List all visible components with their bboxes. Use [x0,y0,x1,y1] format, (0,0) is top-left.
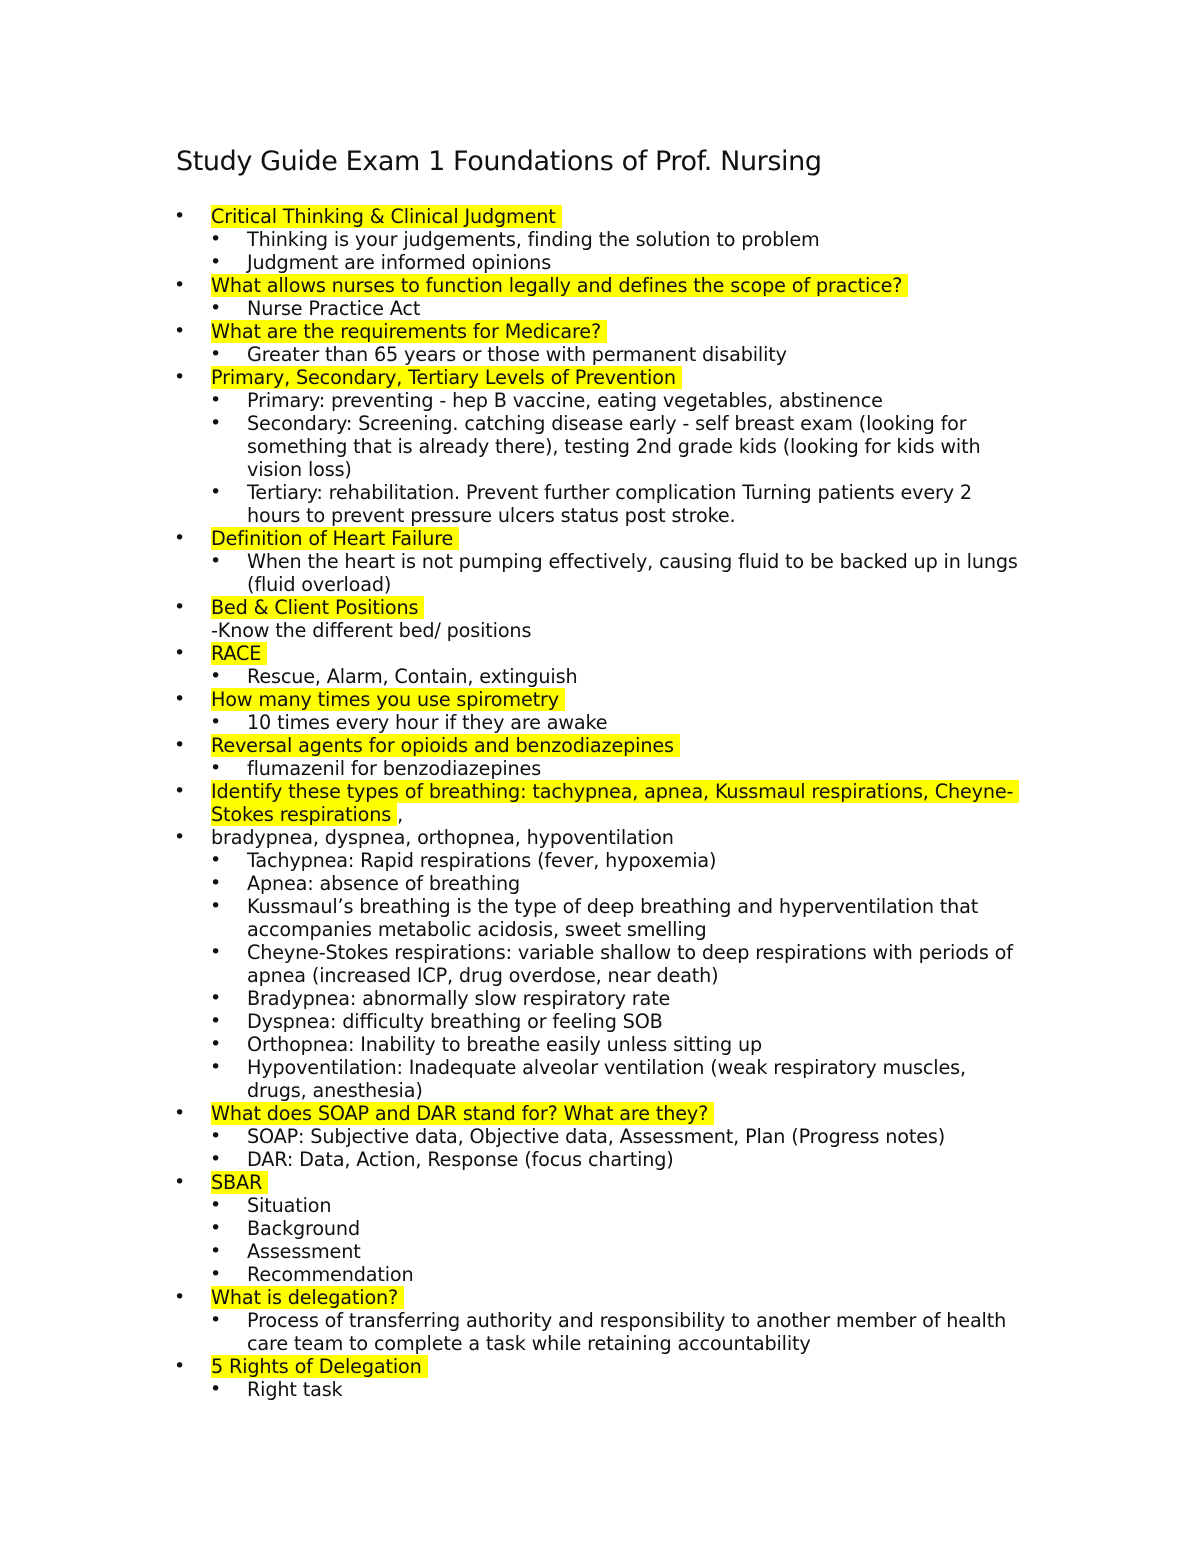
bullet-icon: • [210,987,222,1009]
item-text: something that is already there), testing 2nd grade kids (looking for kids with [247,435,981,458]
bullet-icon: • [174,320,186,342]
bullet-icon: • [210,941,222,963]
item-text: Identify these types of breathing: tachypnea, apnea, Kussmaul respirations, Cheyne- [211,780,1019,803]
list-item [0,757,1200,780]
item-text: apnea (increased ICP, drug overdose, near death) [247,964,719,987]
item-text: Hypoventilation: Inadequate alveolar ventilation (weak respiratory muscles, [247,1056,966,1079]
item-text: Reversal agents for opioids and benzodiazepines [211,734,680,757]
item-text: Greater than 65 years or those with permanent disability [247,343,787,366]
topic-heading [0,1171,1200,1194]
item-text: Definition of Heart Failure [211,527,459,550]
bullet-icon: • [174,642,186,664]
item-text: Bradypnea: abnormally slow respiratory rate [247,987,671,1010]
bullet-icon: • [210,1309,222,1331]
bullet-icon: • [210,1378,222,1400]
topic-heading [0,274,1200,297]
list-item [0,389,1200,412]
list-item [0,1217,1200,1240]
list-item [0,1332,1200,1355]
topic-heading [0,642,1200,665]
item-text: What are the requirements for Medicare? [211,320,607,343]
item-text: What is delegation? [211,1286,404,1309]
bullet-icon: • [210,1010,222,1032]
list-item [0,1033,1200,1056]
bullet-icon: • [210,711,222,733]
bullet-icon: • [210,1217,222,1239]
topic-heading [0,527,1200,550]
item-text: SBAR [211,1171,268,1194]
item-text: What does SOAP and DAR stand for? What are they? [211,1102,714,1125]
item-text: flumazenil for benzodiazepines [247,757,542,780]
item-text: Nurse Practice Act [247,297,421,320]
bullet-icon: • [174,596,186,618]
bullet-icon: • [210,1263,222,1285]
list-item [0,412,1200,435]
list-item [0,665,1200,688]
item-text: drugs, anesthesia) [247,1079,423,1102]
list-item [0,550,1200,573]
list-item [0,1378,1200,1401]
item-text: Situation [247,1194,332,1217]
topic-heading [0,688,1200,711]
item-text: care team to complete a task while retaining accountability [247,1332,811,1355]
item-text: -Know the different bed/ positions [211,619,532,642]
item-text: Tachypnea: Rapid respirations (fever, hypoxemia) [247,849,717,872]
bullet-icon: • [174,1102,186,1124]
list-item [0,228,1200,251]
bullet-icon: • [174,1171,186,1193]
item-text: Stokes respirations [211,803,397,826]
bullet-icon: • [210,412,222,434]
list-item [0,251,1200,274]
bullet-icon: • [174,688,186,710]
list-item [0,918,1200,941]
topic-heading [0,803,1200,826]
list-item [0,987,1200,1010]
item-text: How many times you use spirometry [211,688,565,711]
bullet-icon: • [210,251,222,273]
bullet-icon: • [210,343,222,365]
bullet-icon: • [210,1033,222,1055]
topic-heading [0,596,1200,619]
item-text: bradypnea, dyspnea, orthopnea, hypoventilation [211,826,674,849]
bullet-icon: • [174,826,186,848]
list-item [0,458,1200,481]
bullet-icon: • [210,1056,222,1078]
list-item [0,895,1200,918]
list-item [0,1079,1200,1102]
bullet-icon: • [174,1286,186,1308]
item-text: When the heart is not pumping effectively, causing fluid to be backed up in lungs [247,550,1018,573]
list-item [0,481,1200,504]
bullet-icon: • [210,228,222,250]
document-title: Study Guide Exam 1 Foundations of Prof. Nursing [176,146,822,177]
topic-heading [0,366,1200,389]
bullet-icon: • [210,872,222,894]
bullet-icon: • [210,297,222,319]
bullet-icon: • [210,481,222,503]
bullet-icon: • [210,1194,222,1216]
list-item [0,1263,1200,1286]
bullet-icon: • [174,205,186,227]
item-text: Process of transferring authority and responsibility to another member of health [247,1309,1007,1332]
bullet-icon: • [210,389,222,411]
list-item [0,297,1200,320]
list-item [0,849,1200,872]
item-text: What allows nurses to function legally and defines the scope of practice? [211,274,908,297]
item-text: Thinking is your judgements, finding the solution to problem [247,228,820,251]
item-text: 5 Rights of Delegation [211,1355,428,1378]
item-text: Primary: preventing - hep B vaccine, eating vegetables, abstinence [247,389,883,412]
study-guide-list [0,205,1200,1401]
item-suffix: , [397,803,404,826]
item-text: Primary, Secondary, Tertiary Levels of Prevention [211,366,682,389]
bullet-icon: • [210,1148,222,1170]
bullet-icon: • [174,527,186,549]
topic-heading [0,1355,1200,1378]
item-text: accompanies metabolic acidosis, sweet smelling [247,918,707,941]
item-text: (fluid overload) [247,573,392,596]
bullet-icon: • [174,734,186,756]
list-item [0,504,1200,527]
bullet-icon: • [210,1125,222,1147]
bullet-icon: • [210,895,222,917]
bullet-icon: • [174,1355,186,1377]
topic-heading [0,205,1200,228]
item-text: Rescue, Alarm, Contain, extinguish [247,665,578,688]
list-item [0,1309,1200,1332]
list-item [0,1125,1200,1148]
list-item [0,619,1200,642]
list-item [0,1240,1200,1263]
bullet-icon: • [210,665,222,687]
item-text: Kussmaul’s breathing is the type of deep breathing and hyperventilation that [247,895,979,918]
item-text: Orthopnea: Inability to breathe easily unless sitting up [247,1033,763,1056]
bullet-icon: • [210,550,222,572]
item-text: SOAP: Subjective data, Objective data, Assessment, Plan (Progress notes) [247,1125,946,1148]
item-text: vision loss) [247,458,352,481]
item-text: Bed & Client Positions [211,596,424,619]
bullet-icon: • [210,849,222,871]
item-text: Assessment [247,1240,361,1263]
list-item [0,435,1200,458]
item-text: Background [247,1217,360,1240]
bullet-icon: • [174,780,186,802]
item-text: 10 times every hour if they are awake [247,711,608,734]
item-text: Judgment are informed opinions [247,251,552,274]
list-item [0,964,1200,987]
item-text: Secondary: Screening. catching disease early - self breast exam (looking for [247,412,967,435]
item-text: Critical Thinking & Clinical Judgment [211,205,562,228]
item-text: Dyspnea: difficulty breathing or feeling SOB [247,1010,663,1033]
item-text: DAR: Data, Action, Response (focus charting) [247,1148,674,1171]
topic-heading [0,1286,1200,1309]
item-text: Cheyne-Stokes respirations: variable shallow to deep respirations with periods of [247,941,1013,964]
bullet-icon: • [174,366,186,388]
bullet-icon: • [210,1240,222,1262]
list-item [0,941,1200,964]
bullet-icon: • [210,757,222,779]
item-text: hours to prevent pressure ulcers status post stroke. [247,504,736,527]
list-item [0,1148,1200,1171]
item-text: Right task [247,1378,343,1401]
list-item [0,711,1200,734]
list-item [0,872,1200,895]
list-item [0,1010,1200,1033]
list-item [0,1056,1200,1079]
bullet-icon: • [174,274,186,296]
item-text: Tertiary: rehabilitation. Prevent further complication Turning patients every 2 [247,481,972,504]
list-item [0,826,1200,849]
topic-heading [0,780,1200,803]
item-text: RACE [211,642,267,665]
topic-heading [0,734,1200,757]
topic-heading [0,320,1200,343]
item-text: Recommendation [247,1263,414,1286]
list-item [0,1194,1200,1217]
topic-heading [0,1102,1200,1125]
list-item [0,343,1200,366]
item-text: Apnea: absence of breathing [247,872,521,895]
list-item [0,573,1200,596]
